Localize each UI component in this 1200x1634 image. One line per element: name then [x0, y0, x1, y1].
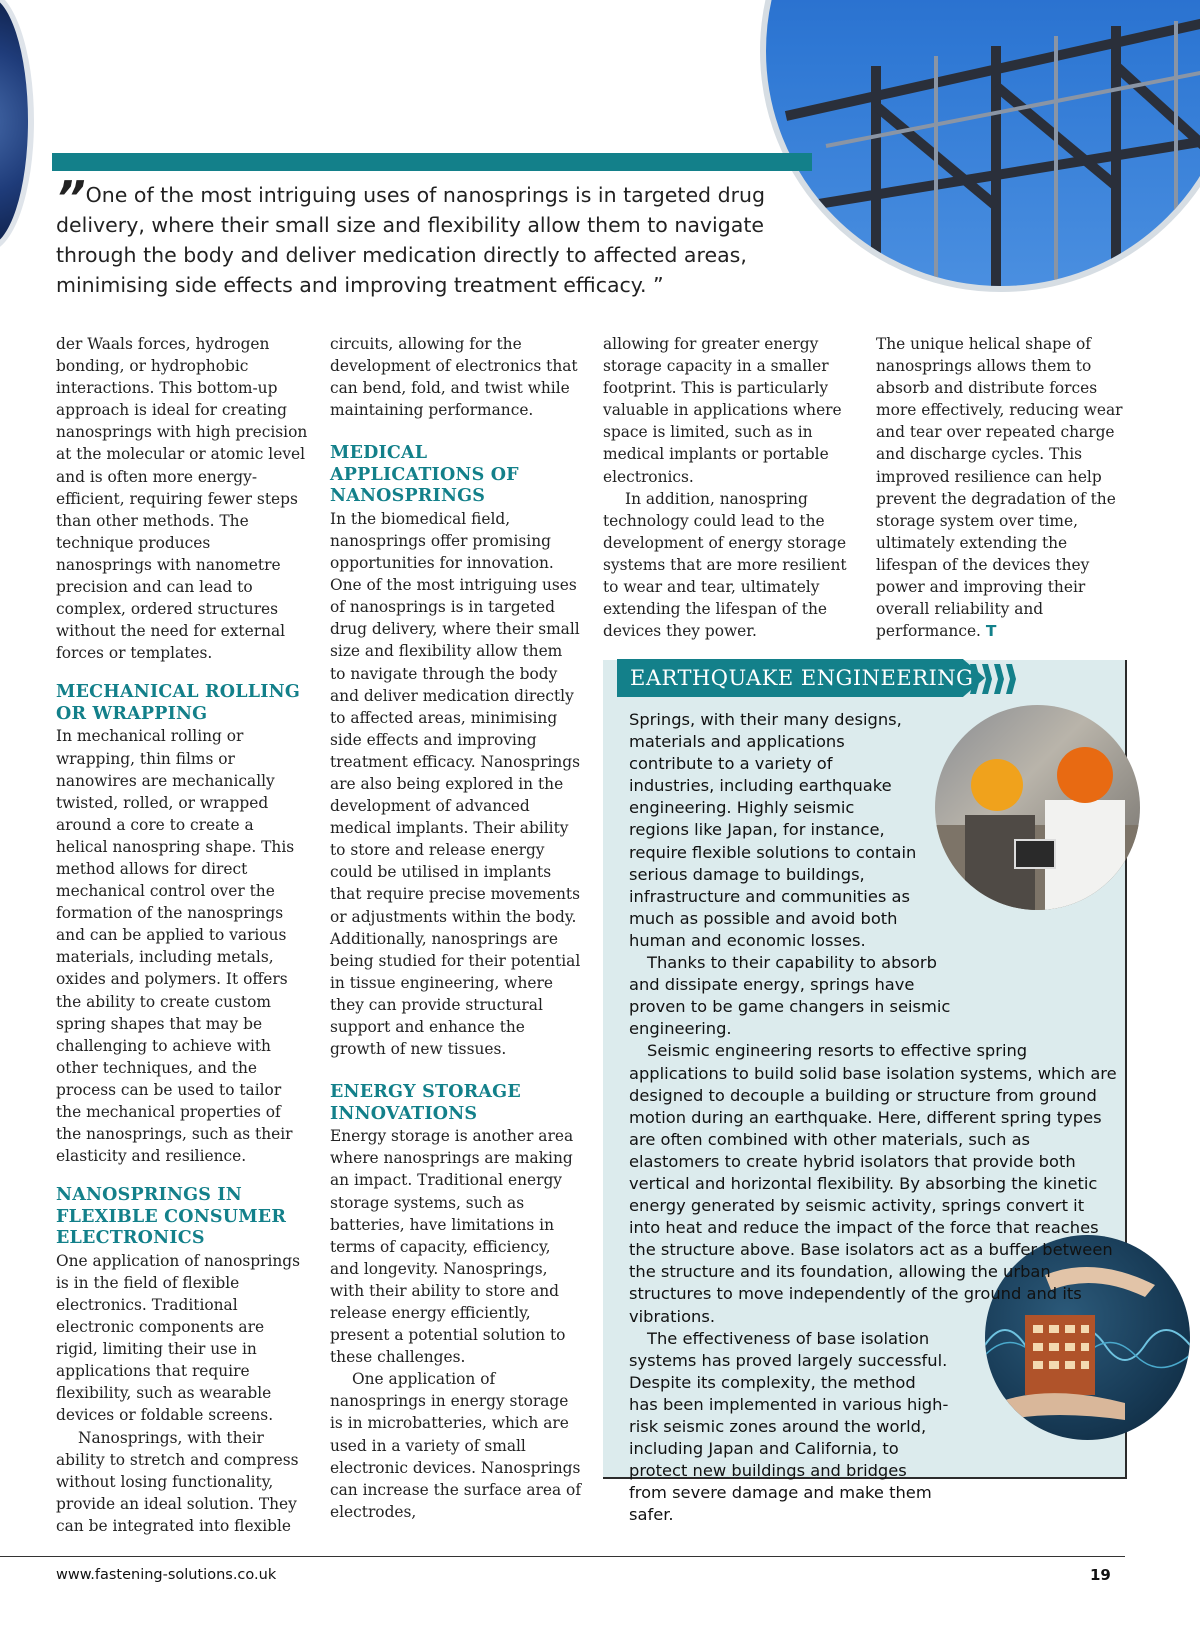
steel-frame-illustration: [766, 0, 1200, 286]
footer-website: www.fastening-solutions.co.uk: [56, 1567, 277, 1583]
paragraph: Energy storage is another area where nanosprings are making an impact. Traditional energy storage systems, such as batteries, have limitations in terms of capacity, efficiency, and longevity. Nanosprings, with their ability to store and release energy efficiently, present a potential solution to these challenges.: [330, 1127, 574, 1367]
article-column-4: [876, 333, 1128, 642]
pull-quote-text: One of the most intriguing uses of nanosprings is in targeted drug delivery, where their small size and flexibility allow them to navigate through the body and deliver medication directly to affected areas, minimising side effects and improving treatment efficacy. ”: [56, 183, 766, 297]
paragraph: circuits, allowing for the development of electronics that can bend, fold, and twist while maintaining performance.: [330, 335, 578, 420]
heading-medical-applications: MEDICAL APPLICATIONS OF NANOSPRINGS: [330, 443, 519, 507]
paragraph: In addition, nanospring technology could lead to the development of energy storage systems that are more resilient to wear and tear, ultimately extending the lifespan of the devices they power.: [603, 489, 847, 641]
paragraph: One application of nanosprings in energy storage is in microbatteries, which are used in a variety of small electronic devices. Nanosprings can increase the surface area of electrodes,: [330, 1370, 582, 1521]
paragraph: der Waals forces, hydrogen bonding, or hydrophobic interactions. This bottom-up approach is ideal for creating nanosprings with high precision at the molecular or atomic level and is often more energy-efficient, requiring fewer steps than other methods. The technique produces nanosprings with nanometre precision and can lead to complex, ordered structures without the need for external forces or templates.: [56, 335, 308, 663]
paragraph: [876, 333, 1128, 642]
paragraph: The effectiveness of base isolation systems has proved largely successful. Despite its complexity, the method has been implemented in various high-risk seismic zones around the world, including Japan and California, to protect new buildings and bridges from severe damage and make them safer.: [629, 1328, 949, 1525]
left-edge-image: [0, 0, 34, 252]
paragraph: allowing for greater energy storage capacity in a smaller footprint. This is particularly valuable in applications where space is limited, such as in medical implants or portable electronics.: [603, 335, 842, 486]
pull-quote: [56, 171, 816, 300]
heading-flexible-electronics: NANOSPRINGS IN FLEXIBLE CONSUMER ELECTRONICS: [56, 1185, 287, 1249]
earthquake-title: EARTHQUAKE ENGINEERING: [630, 666, 974, 690]
paragraph-text: The unique helical shape of nanosprings allows them to absorb and distribute forces more effectively, reducing wear and tear over repeated charge and discharge cycles. This improved resilience can help prevent the degradation of the storage system over time, ultimately extending the lifespan of the devices they power and improving their overall reliability and performance.: [876, 335, 1123, 641]
paragraph: One application of nanosprings is in the field of flexible electronics. Traditional electronic components are rigid, limiting their use in applications that require flexibility, such as wearable devices or foldable screens.: [56, 1251, 301, 1425]
paragraph: Thanks to their capability to absorb and dissipate energy, springs have proven to be game changers in seismic engineering.: [629, 953, 951, 1039]
quote-mark-icon: ”: [56, 171, 80, 225]
footer-divider: [0, 1556, 1125, 1557]
quote-accent-bar: [52, 153, 812, 171]
heading-mechanical-rolling: MECHANICAL ROLLING OR WRAPPING: [56, 682, 300, 724]
earthquake-text: [629, 709, 1119, 1526]
paragraph: Seismic engineering resorts to effective spring applications to build solid base isolation systems, which are designed to decouple a building or structure from ground motion during an earthquake. Here, different spring types are often combined with other materials, such as elastomers to create hybrid isolators that provide both vertical and horizontal flexibility. By absorbing the kinetic energy generated by seismic activity, springs convert it into heat and reduce the impact of the force that reaches the structure above. Base isolators act as a buffer between the structure and its foundation, allowing the urban structures to move independently of the ground and its vibrations.: [629, 1041, 1117, 1326]
article-column-2: [330, 333, 582, 1523]
paragraph: Springs, with their many designs, materials and applications contribute to a variety of industries, including earthquake engineering. Highly seismic regions like Japan, for instance, require flexible solutions to contain serious damage to buildings, infrastructure and communities as much as possible and avoid both human and economic losses.: [629, 710, 917, 950]
steel-frame-photo: [760, 0, 1200, 292]
end-mark-icon: T: [985, 622, 997, 641]
page-number: 19: [1090, 1566, 1111, 1584]
paragraph: In the biomedical field, nanosprings offer promising opportunities for innovation. One of the most intriguing uses of nanosprings is in targeted drug delivery, where their small size and flexibility allow them to navigate through the body and deliver medication directly to affected areas, minimising side effects and improving treatment efficacy. Nanosprings are also being explored in the development of advanced medical implants. Their ability to store and release energy could be utilised in implants that require precise movements or adjustments within the body. Additionally, nanosprings are being studied for their potential in tissue engineering, where they can provide structural support and enhance the growth of new tissues.: [330, 509, 581, 1059]
article-column-3: [603, 333, 855, 642]
article-column-1: [56, 333, 308, 1537]
paragraph: Nanosprings, with their ability to stretch and compress without losing functionality, provide an ideal solution. They can be integrated into flexible: [56, 1428, 299, 1535]
chevron-stripes-icon: [966, 664, 1026, 694]
heading-energy-storage: ENERGY STORAGE INNOVATIONS: [330, 1082, 521, 1124]
paragraph: In mechanical rolling or wrapping, thin films or nanowires are mechanically twisted, rolled, or wrapped around a core to create a helical nanospring shape. This method allows for direct mechanical control over the formation of the nanosprings and can be applied to various materials, including metals, oxides and polymers. It offers the ability to create custom spring shapes that may be challenging to achieve with other techniques, and the process can be used to tailor the mechanical properties of the nanosprings, such as their elasticity and resilience.: [56, 727, 295, 1166]
